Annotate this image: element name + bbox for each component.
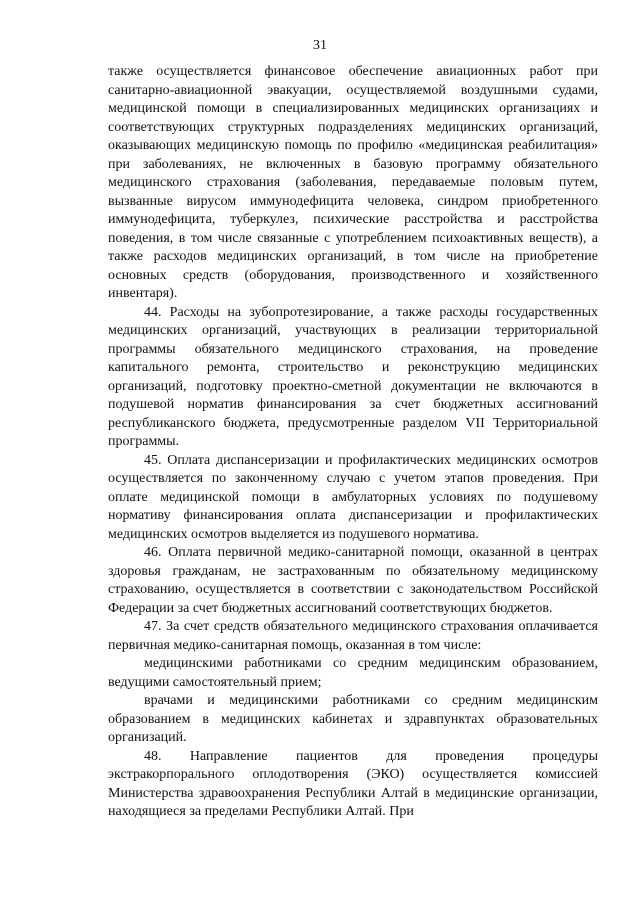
paragraph-item-46: 46. Оплата первичной медико-санитарной помощи, оказанной в центрах здоровья гражданам, не застрахованным по обязательному медицинскому страхованию, осуществляется в соответствии с законодательством Российской Федерации за счет бюджетных ассигнований соответствующих бюджетов.	[108, 545, 598, 616]
paragraph-subitem: врачами и медицинскими работниками со средним медицинским образованием в медицинских кабинетах и здравпунктах образовательных организаций.	[108, 693, 598, 745]
paragraph-item-48: 48. Направление пациентов для проведения процедуры экстракорпорального оплодотворения (ЭКО) осуществляется комиссией Министерства здравоохранения Республики Алтай в медицинские организации, находящиеся за пределами Республики Алтай. При	[108, 748, 598, 819]
document-body	[108, 63, 598, 822]
page-number: 31	[313, 38, 327, 53]
paragraph-subitem: медицинскими работниками со средним медицинским образованием, ведущими самостоятельный прием;	[108, 656, 598, 690]
paragraph-item-44: 44. Расходы на зубопротезирование, а также расходы государственных медицинских организаций, участвующих в реализации территориальной программы обязательного медицинского страхования, на проведение капитального ремонта, строительство и реконструкцию медицинских организаций, подготовку проектно-сметной документации не включаются в подушевой норматив финансирования за счет бюджетных ассигнований республиканского бюджета, предусмотренные разделом VII Территориальной программы.	[108, 304, 598, 449]
paragraph: также осуществляется финансовое обеспечение авиационных работ при санитарно-авиационной эвакуации, осуществляемой воздушными судами, медицинской помощи в специализированных медицинских организациях и соответствующих структурных подразделениях медицинских организаций, оказывающих медицинскую помощь по профилю «медицинская реабилитация» при заболеваниях, не включенных в базовую программу обязательного медицинского страхования (заболевания, передаваемые половым путем, вызванные вирусом иммунодефицита человека, синдром приобретенного иммунодефицита, туберкулез, психические расстройства и расстройства поведения, в том числе связанные с употреблением психоактивных веществ), а также расходов медицинских организаций, в том числе на приобретение основных средств (оборудования, производственного и хозяйственного инвентаря).	[108, 64, 598, 301]
paragraph-item-47: 47. За счет средств обязательного медицинского страхования оплачивается первичная медико-санитарная помощь, оказанная в том числе:	[108, 619, 598, 653]
paragraph-item-45: 45. Оплата диспансеризации и профилактических медицинских осмотров осуществляется по законченному случаю с учетом этапов проведения. При оплате медицинской помощи в амбулаторных условиях по подушевому нормативу финансирования оплата диспансеризации и профилактических медицинских осмотров выделяется из подушевого норматива.	[108, 452, 598, 542]
